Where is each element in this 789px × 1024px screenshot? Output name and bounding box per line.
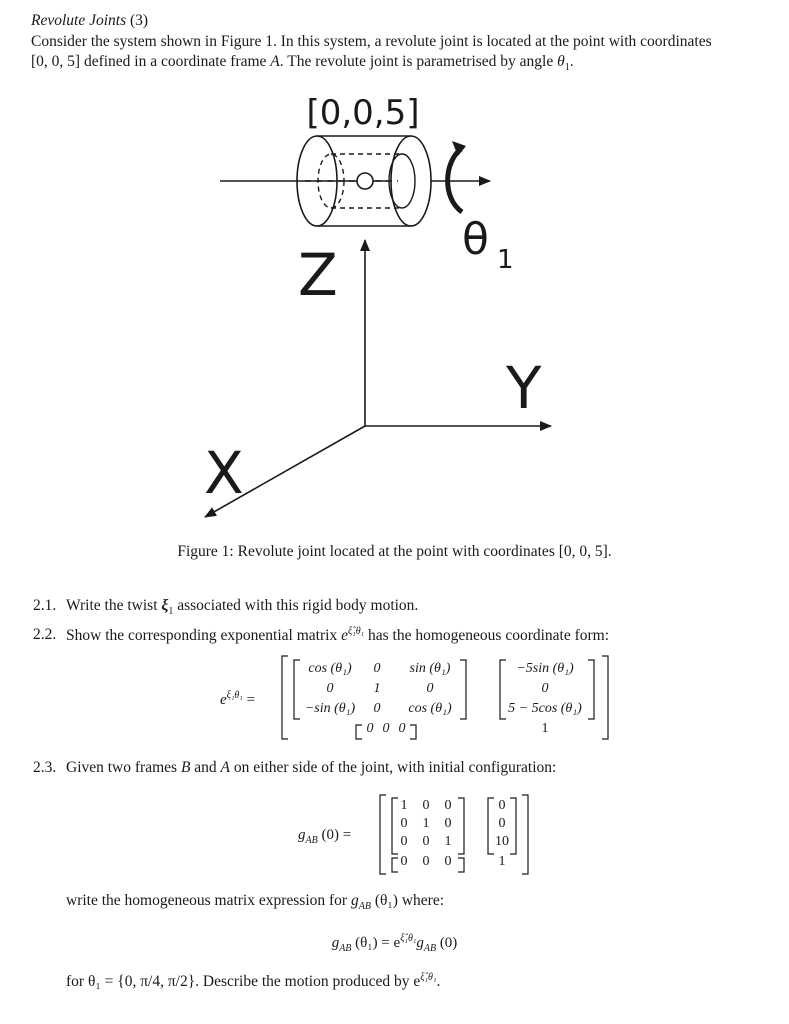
- eq2-cell: 1: [444, 834, 452, 849]
- eq1-cell: 0: [373, 701, 381, 716]
- eq2-cell: 1: [422, 816, 430, 831]
- eq2-arg: (0) =: [317, 827, 352, 843]
- eq1-cell: sin (θ₁): [409, 661, 451, 676]
- q3-last-sup: ξ̂₁θ₁: [420, 972, 437, 983]
- joint-cylinder: [297, 136, 431, 226]
- eq1-lhs: [220, 690, 255, 709]
- eq1-trans-cell: −5sin (θ₁): [516, 661, 574, 676]
- intro-angle: θ: [557, 53, 565, 70]
- eq1-cell: cos (θ₁): [308, 661, 352, 676]
- point-label: [0,0,5]: [306, 93, 420, 133]
- q3-text-end: on either side of the joint, with initial configuration:: [230, 759, 557, 776]
- eq1-trans-cell: 5 − 5cos (θ₁): [508, 701, 582, 716]
- q1-text-end: associated with this rigid body motion.: [173, 597, 419, 614]
- q3-equation: [0, 933, 789, 954]
- eq2-cell: 0: [400, 816, 408, 831]
- eq1-equals: =: [246, 692, 256, 708]
- y-axis-label: Y: [506, 354, 542, 422]
- z-axis-label: Z: [298, 241, 338, 309]
- q3-line: [66, 892, 444, 912]
- eq2-trans-cell: 0: [498, 798, 506, 813]
- q3-last-line: [66, 972, 440, 991]
- q3-g: g: [350, 892, 359, 909]
- problem-marks: (3): [130, 12, 149, 29]
- question-2-3: [66, 759, 556, 777]
- twist-subscript: 1: [168, 606, 174, 618]
- intro-angle-sub: 1: [564, 62, 570, 74]
- eq1-trans-cell: 0: [541, 681, 549, 696]
- q3-g-sub: AB: [358, 901, 371, 913]
- eq1-cell: 1: [373, 681, 381, 696]
- eq2-cell: 0: [422, 798, 430, 813]
- eq1-cell: 0: [373, 661, 381, 676]
- problem-title: Revolute Joints: [31, 12, 127, 29]
- intro-text-end: . The revolute joint is parametrised by angle: [279, 53, 558, 70]
- eq2-cell: 0: [400, 834, 408, 849]
- theta-label: θ: [462, 214, 489, 265]
- figure-1: [0, 85, 789, 535]
- q2-text: Show the corresponding exponential matrix: [66, 627, 342, 645]
- q3-line-end: where:: [397, 892, 445, 909]
- twist-symbol: ξ: [161, 597, 169, 614]
- question-number: 2.2.: [33, 626, 57, 643]
- q2-exp-base: e: [341, 627, 348, 645]
- eq1-cell: −sin (θ₁): [304, 701, 356, 716]
- theta-subscript: 1: [497, 245, 514, 275]
- q3-and: and: [190, 759, 221, 776]
- q2-text-end: has the homogeneous coordinate form:: [364, 627, 610, 645]
- question-number: 2.1.: [33, 597, 57, 614]
- question-2-1: [66, 597, 418, 617]
- eq2-cell: 0: [444, 816, 452, 831]
- q3-eq-rhs-arg: (0): [436, 935, 458, 951]
- eq2-sub: AB: [305, 835, 318, 846]
- question-2-2: [66, 626, 609, 645]
- intro-coords: [0, 0, 5]: [31, 53, 81, 70]
- eq1-bottom-cell: 0: [366, 721, 374, 736]
- eq2-cell: 0: [444, 798, 452, 813]
- eq1-bottom-cell: 0: [382, 721, 390, 736]
- eq2-lhs: [298, 827, 351, 846]
- frame-b: B: [180, 759, 191, 776]
- eq1-cell: cos (θ₁): [408, 701, 452, 716]
- eq2-bottom-cell: 0: [400, 854, 408, 869]
- q3-last-end: .: [436, 973, 441, 991]
- intro-line-1: Consider the system shown in Figure 1. In this system, a revolute joint is located at the point with coordinates: [31, 33, 712, 50]
- q3-g-arg: (θ₁): [370, 892, 398, 909]
- q3-eq-rhs: g: [416, 935, 424, 951]
- q3-eq-lhs-arg: (θ₁) = e: [351, 935, 401, 951]
- q2-exp-sup: ξ̂₁θ₁: [347, 626, 365, 637]
- q3-eq-lhs: g: [331, 935, 340, 951]
- eq2-bottom-cell: 0: [422, 854, 430, 869]
- eq1-lhs-sup: ξ₁θ₁: [226, 690, 243, 701]
- eq1-bottom-cell: 0: [398, 721, 406, 736]
- intro-text: defined in a coordinate frame: [80, 53, 271, 70]
- eq2-trans-cell: 10: [495, 834, 509, 849]
- intro-frame: A: [270, 53, 280, 70]
- eq1-cell: 0: [326, 681, 334, 696]
- x-axis-label: X: [204, 439, 244, 507]
- q3-line-text: write the homogeneous matrix expression for: [66, 892, 351, 909]
- frame-a: A: [220, 759, 231, 776]
- q3-eq-sup: ξ̂₁θ₁: [400, 933, 417, 944]
- intro-period: .: [569, 53, 574, 70]
- eq2-one: 1: [498, 854, 506, 869]
- figure-caption: Figure 1: Revolute joint located at the point with coordinates [0, 0, 5].: [177, 543, 612, 560]
- eq1-one: 1: [541, 721, 549, 736]
- q3-text: Given two frames: [66, 759, 181, 776]
- eq1-cell: 0: [426, 681, 434, 696]
- q1-text: Write the twist: [66, 597, 162, 614]
- intro-line-2: [31, 52, 574, 78]
- problem-header: [31, 11, 148, 31]
- question-number: 2.3.: [33, 759, 57, 776]
- eq2-cell: 0: [422, 834, 430, 849]
- q3-last-text: for θ₁ = {0, π/4, π/2}. Describe the motion produced by e: [66, 973, 421, 991]
- eq2-trans-cell: 0: [498, 816, 506, 831]
- eq2-cell: 1: [400, 798, 408, 813]
- eq1-lhs-base: e: [220, 692, 227, 708]
- eq2-g: g: [298, 827, 306, 843]
- q3-eq-lhs-sub: AB: [339, 943, 352, 954]
- q3-eq-rhs-sub: AB: [423, 943, 437, 954]
- eq2-bottom-cell: 0: [444, 854, 452, 869]
